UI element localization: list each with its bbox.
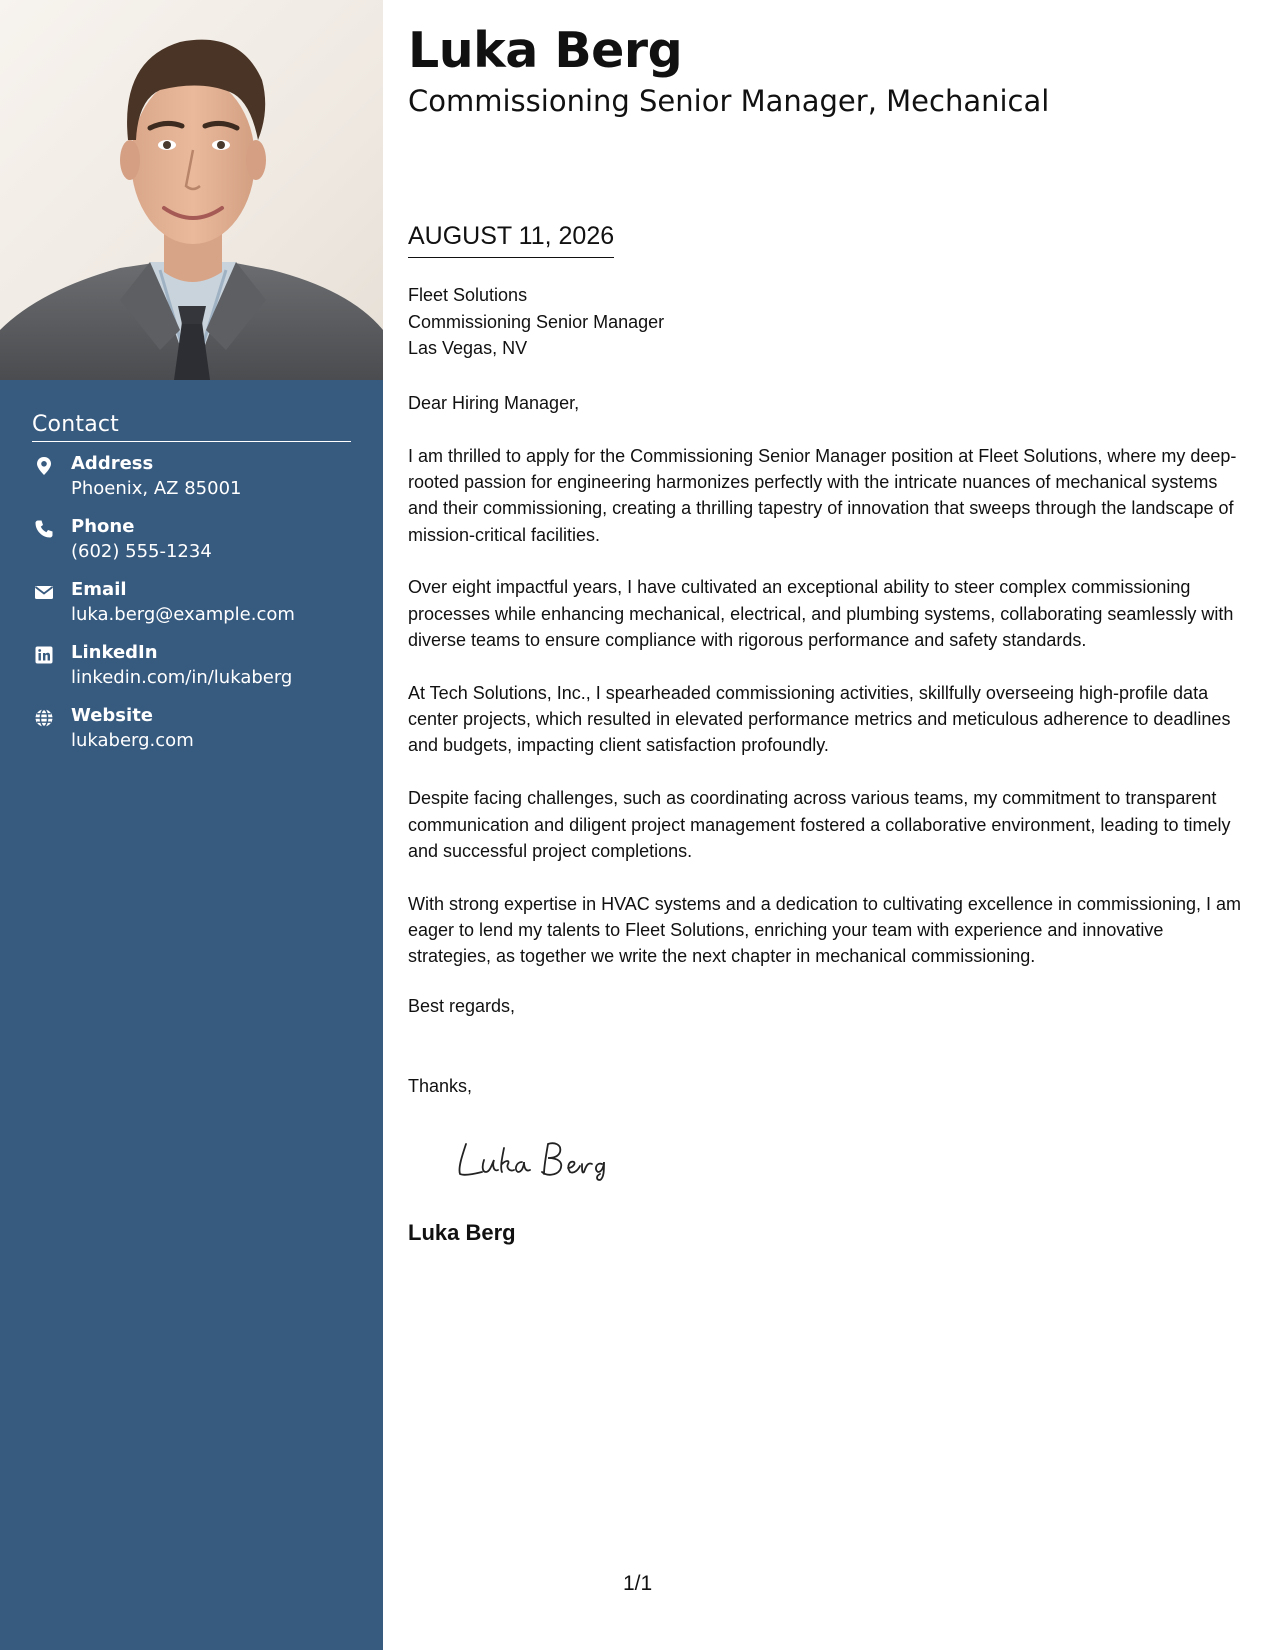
signature <box>452 1134 632 1184</box>
recipient-role: Commissioning Senior Manager <box>408 311 665 332</box>
contact-value: lukaberg.com <box>71 730 194 751</box>
contact-value: linkedin.com/in/lukaberg <box>71 667 293 688</box>
recipient-block <box>408 282 664 362</box>
contact-section <box>32 412 351 767</box>
envelope-icon <box>34 582 54 602</box>
contact-website <box>32 704 351 767</box>
letter-paragraph: At Tech Solutions, Inc., I spearheaded commissioning activities, skillfully overseeing high-profile data center projects, which resulted in elevated performance metrics and meticulous adherence to deadlines and budgets, impacting client satisfaction profoundly. <box>408 682 1231 756</box>
contact-list <box>32 452 351 767</box>
contact-email <box>32 578 351 641</box>
contact-value: (602) 555-1234 <box>71 541 212 562</box>
salutation: Dear Hiring Manager, <box>408 393 580 413</box>
letter-paragraph: I am thrilled to apply for the Commissioning Senior Manager position at Fleet Solutions, where my deep-rooted passion for engineering harmonizes perfectly with the intricate nuances of mechanical systems and their commissioning, creating a thrilling tapestry of innovation that sweeps through the landscape of mission-critical facilities. <box>408 445 1237 545</box>
letter-body <box>408 390 1248 996</box>
contact-phone <box>32 515 351 578</box>
letter-date: AUGUST 11, 2026 <box>408 222 614 258</box>
contact-value: Phoenix, AZ 85001 <box>71 478 242 499</box>
contact-linkedin <box>32 641 351 704</box>
contact-label: Email <box>71 579 127 600</box>
phone-icon <box>34 519 54 539</box>
contact-value: luka.berg@example.com <box>71 604 295 625</box>
globe-icon <box>34 708 54 728</box>
closing: Best regards, <box>408 996 516 1016</box>
letter-paragraph: With strong expertise in HVAC systems and a dedication to cultivating excellence in commissioning, I am eager to lend my talents to Fleet Solutions, enriching your team with experience and innovative strategies, as together we write the next chapter in mechanical commissioning. <box>408 893 1242 967</box>
contact-address <box>32 452 351 515</box>
applicant-name: Luka Berg <box>408 22 683 79</box>
linkedin-icon <box>34 645 54 665</box>
contact-label: LinkedIn <box>71 642 158 663</box>
contact-label: Phone <box>71 516 135 537</box>
contact-label: Website <box>71 705 154 726</box>
page-number: 1/1 <box>623 1572 653 1595</box>
sidebar <box>0 0 383 1650</box>
contact-label: Address <box>71 453 154 474</box>
recipient-company: Fleet Solutions <box>408 285 528 305</box>
applicant-title: Commissioning Senior Manager, Mechanical <box>408 84 1050 118</box>
profile-photo <box>0 0 383 380</box>
signed-name: Luka Berg <box>408 1220 516 1245</box>
letter-paragraph: Despite facing challenges, such as coordinating across various teams, my commitment to transparent communication and diligent project management fostered a collaborative environment, leading to timely and successful project completions. <box>408 788 1231 861</box>
contact-heading: Contact <box>32 412 351 442</box>
recipient-location: Las Vegas, NV <box>408 338 528 358</box>
thanks: Thanks, <box>408 1076 473 1096</box>
letter-paragraph: Over eight impactful years, I have cultivated an exceptional ability to steer complex commissioning processes while enhancing mechanical, electrical, and plumbing systems, collaborating seamlessly with diverse teams to ensure compliance with rigorous performance and safety standards. <box>408 577 1234 651</box>
map-pin-icon <box>34 456 54 476</box>
